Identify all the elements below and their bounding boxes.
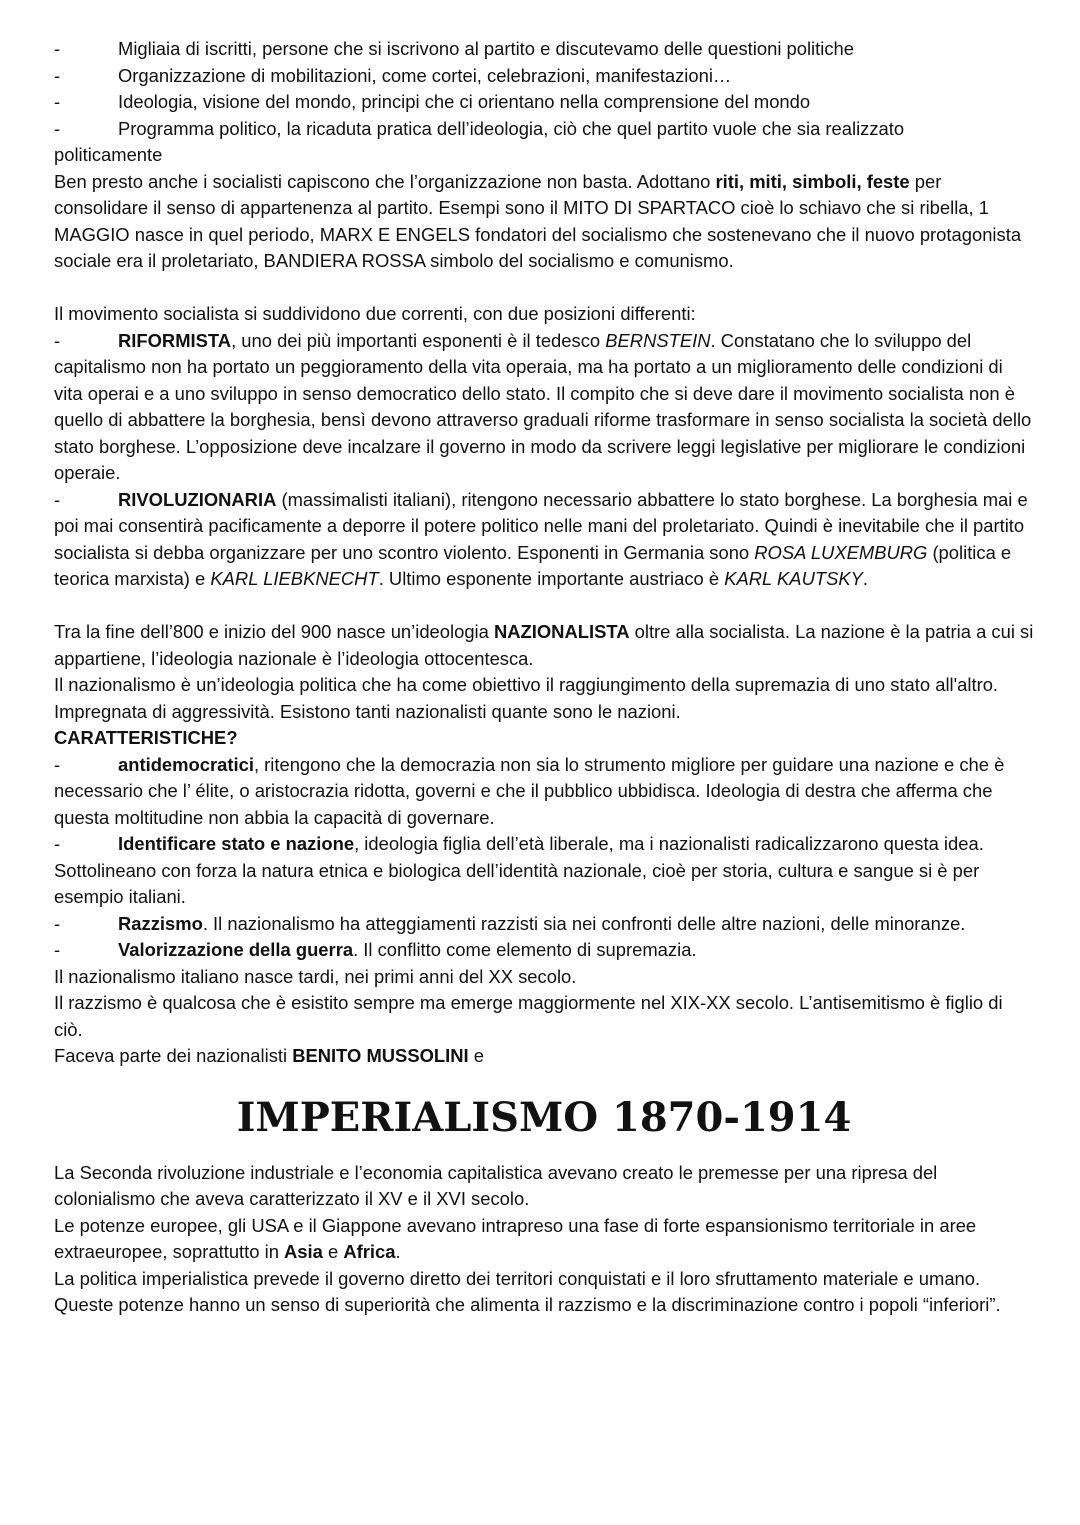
bold-text: NAZIONALISTA [493,621,630,642]
mussolini-line [54,1043,1034,1070]
caratteristica-item [54,911,1034,938]
list-item-text: Ideologia, visione del mondo, principi che ci orientano nella comprensione del mondo [118,91,811,112]
imperialismo-heading: IMPERIALISMO 1870-1914 [236,1093,852,1141]
bold-text: Africa [343,1241,396,1262]
imperialismo-paragraph-3: La politica imperialistica prevede il governo diretto dei territori conquistati e il loro sfruttamento materiale e umano. Queste potenze hanno un senso di superiorità che alimenta il razzismo e la discriminazione contro i popoli “inferiori”. [54,1267,1001,1315]
list-item-continuation: politicamente [54,144,163,165]
dash-marker: - [54,38,61,59]
text-run: Le potenze europee, gli USA e il Giappone avevano intrapreso una fase di forte espansionismo territoriale in aree extraeuropee, soprattutto in [54,1214,977,1262]
italic-text: ROSA LUXEMBURG [754,541,928,563]
bold-text: Asia [284,1241,323,1262]
nazionalismo-definition: Il nazionalismo è un’ideologia politica che ha come obiettivo il raggiungimento della supremazia di uno stato all'altro. Impregnata di aggressività. Esistono tanti nazionalisti quante sono le nazioni. [54,674,999,722]
spacer [54,275,1034,302]
razzismo-note: Il razzismo è qualcosa che è esistito sempre ma emerge maggiormente nel XIX-XX secolo. L’antisemitismo è figlio di ciò. [54,992,1003,1040]
document-page [54,36,1034,1319]
spacer [54,593,1034,620]
dash-marker: - [54,912,61,934]
imperialismo-paragraph-2 [54,1213,1034,1266]
list-item-text: Organizzazione di mobilitazioni, come cortei, celebrazioni, manifestazioni… [118,64,732,86]
text-run: , ideologia figlia dell’età liberale, ma i nazionalisti radicalizzarono questa idea. Sottolineano con forza la natura etnica e biologica dell’identità nazionale, cioè per storia, cultura e sangue si è per esempio italiani. [54,833,984,907]
list-item [54,63,1034,90]
list-item [54,36,1034,63]
text-run: . Constatano che lo sviluppo del capitalismo non ha portato un peggioramento della vita operaia, ma ha portato a un miglioramento delle condizioni di vita operai e a uno sviluppo in senso democratico dello stato. Il compito che si deve dare il movimento socialista non è quello di abbattere la borghesia, bensì devono attraverso graduali riforme trasformare in senso socialista la società dello stato borghese. L’opposizione deve incalzare il governo in modo da scrivere leggi legislative per migliorare le condizioni operaie. [54,329,1032,483]
list-item [54,89,1034,116]
bold-text: RIVOLUZIONARIA [118,488,277,510]
imperialismo-paragraph-1: La Seconda rivoluzione industriale e l’economia capitalistica avevano creato le premesse per una ripresa del colonialismo che aveva caratterizzato il XV e il XVI secolo. [54,1161,938,1209]
text-run: e [322,1241,344,1262]
riformista-item [54,328,1034,487]
bold-text: CARATTERISTICHE? [54,727,238,748]
text-run: . [395,1241,401,1262]
text-run: . Il nazionalismo ha atteggiamenti razzisti sia nei confronti delle altre nazioni, delle minoranze. [202,912,966,934]
dash-marker: - [54,329,61,351]
dash-marker: - [54,117,61,139]
text-run: (politica e teorica marxista) e [54,541,1012,589]
text-run: , ritengono che la democrazia non sia lo strumento migliore per guidare una nazione e che è necessario che l’ élite, o aristocrazia ridotta, governi e che il pubblico ubbidisca. Ideologia di destra che afferma che questa moltitudine non abbia la capacità di governare. [54,753,1005,828]
dash-marker: - [54,833,61,854]
dash-marker: - [54,753,61,775]
caratteristica-item [54,831,1034,911]
text-run: (massimalisti italiani), ritengono necessario abbattere lo stato borghese. La borghesia mai e poi mai consentirà pacificamente a deporre il potere politico nelle mani del proletariato. Quindi è inevitabile che il partito socialista si debba organizzare per uno scontro violento. Esponenti in Germania sono [54,488,1028,563]
text-run: . [862,568,869,589]
bold-text: BENITO MUSSOLINI [292,1045,469,1066]
italic-text: KARL LIEBKNECHT [210,568,379,589]
dash-marker: - [54,939,61,960]
text-run: e [468,1045,484,1066]
caratteristica-item [54,752,1034,832]
text-run: Ben presto anche i socialisti capiscono che l’organizzazione non basta. Adottano [54,170,716,192]
text-run: . Il conflitto come elemento di supremazia. [353,939,697,960]
text-run: oltre alla socialista. La nazione è la patria a cui si appartiene, l’ideologia nazionale è l’ideologia ottocentesca. [54,621,1034,669]
dash-marker: - [54,91,61,112]
list-item-text: Programma politico, la ricaduta pratica dell’ideologia, ciò che quel partito vuole che sia realizzato [118,117,905,139]
list-item [54,116,1034,143]
bold-text: riti, miti, simboli, feste [715,170,910,192]
bold-text: RIFORMISTA [118,329,232,351]
nazionalismo-intro [54,619,1034,672]
caratteristiche-heading [54,725,1034,752]
bold-text: antidemocratici [118,753,254,775]
italic-text: BERNSTEIN [605,329,711,351]
caratteristica-item [54,937,1034,964]
dash-marker: - [54,64,61,86]
rivoluzionaria-item [54,487,1034,593]
text-run: , uno dei più importanti esponenti è il tedesco [231,329,606,351]
text-run: . Ultimo esponente importante austriaco è [378,568,725,589]
bold-text: Razzismo [118,912,203,934]
text-run: Faceva parte dei nazionalisti [54,1045,293,1066]
dash-marker: - [54,488,61,510]
bold-text: Valorizzazione della guerra [118,939,354,960]
nazionalismo-italiano: Il nazionalismo italiano nasce tardi, nei primi anni del XX secolo. [54,965,577,987]
bold-text: Identificare stato e nazione [118,833,355,854]
correnti-intro: Il movimento socialista si suddividono due correnti, con due posizioni differenti: [54,303,696,324]
text-run: per consolidare il senso di appartenenza al partito. Esempi sono il MITO DI SPARTACO cioè lo schiavo che si ribella, 1 MAGGIO nasce in quel periodo, MARX E ENGELS fondatori del socialismo che sostenevano che il nuovo protagonista sociale era il proletariato, BANDIERA ROSSA simbolo del socialismo e comunismo. [54,170,1022,271]
italic-text: KARL KAUTSKY [724,568,863,589]
text-run: Tra la fine dell’800 e inizio del 900 nasce un’ideologia [54,621,494,642]
list-item-text: Migliaia di iscritti, persone che si iscrivono al partito e discutevamo delle questioni politiche [118,38,854,59]
riti-paragraph [54,169,1034,275]
